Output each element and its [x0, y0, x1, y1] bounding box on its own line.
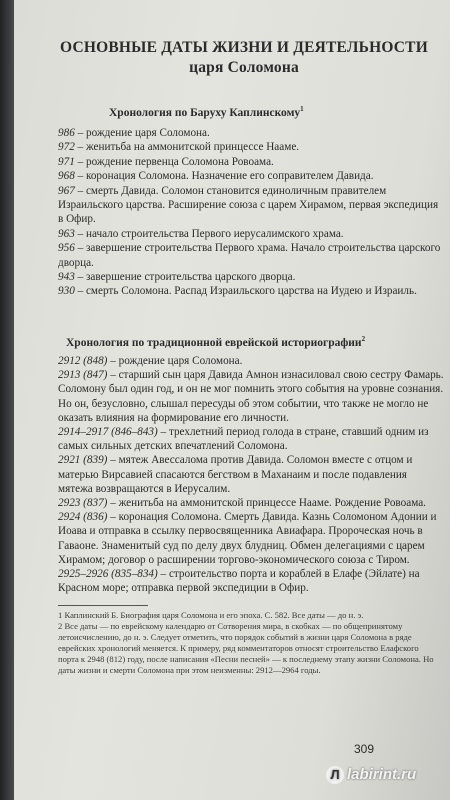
- list-item: 2924 (836) – коронация Соломона. Смерть Давида. Казнь Соломоном Адонии и Иоава и отправка в ссылку первосвященника Авиафара. Пророческая ночь в Гаваоне. Знаменитый суд по делу двух блудниц. Обмен делегациями с царем Хирамом; договор о расширении торгово-экономического союза с Тиром.: [58, 511, 437, 566]
- footnote-1: 1 Каплинский Б. Биография царя Соломона и его эпоха. С. 582. Все даты — до н. э.: [58, 610, 364, 620]
- list-item: 943 – завершение строительства царского дворца.: [58, 271, 296, 284]
- title-line-1: ОСНОВНЫЕ ДАТЫ ЖИЗНИ И ДЕЯТЕЛЬНОСТИ: [60, 39, 428, 56]
- list-item: 972 – женитьба на аммонитской принцессе Нааме.: [58, 141, 300, 154]
- labirint-logo-icon: Л: [326, 766, 344, 784]
- list-item: 2925–2926 (835–834) – строительство порта и кораблей в Елафе (Эйлате) на Красном море; отправка первой экспедиции в Офир.: [58, 568, 420, 595]
- list-item: 2912 (848) – рождение царя Соломона.: [58, 355, 243, 367]
- list-item: 986 – рождение царя Соломона.: [58, 127, 210, 139]
- section-heading-kaplinsky: Хронология по Баруху Каплинскому$^1$: [109, 105, 304, 119]
- footnote-divider: [58, 605, 148, 606]
- list-item: 971 – рождение первенца Соломона Ровоама.: [58, 155, 274, 168]
- list-item: 956 – завершение строительства Первого храма. Начало строительства царского дворца.: [58, 242, 441, 269]
- footnote-2: 2 Все даты — по еврейскому календарю от Сотворения мира, в скобках — по общепринятому летоисчислению, до н. э. Следует отметить, что порядок событий в жизни царя Соломона в ряде еврейских хронологий меняется. К примеру, ряд комментаторов относят строительство Елафского порта к 2948 (812) году, после написания «Песни песней» — к последнему этапу жизни Соломона. Но даты жизни и смерти Соломона при этом неизменны: 2912—2964 годы.: [58, 620, 434, 675]
- book-spine-edge: [0, 0, 14, 800]
- list-item: 930 – смерть Соломона. Распад Израильского царства на Иудею и Израиль.: [58, 285, 417, 298]
- list-item: 967 – смерть Давида. Соломон становится единоличным правителем Израильского царства. Расширение союза с царем Хирамом, первая экспедиция в Офир.: [58, 184, 439, 226]
- footnote-ref-2: 2: [361, 335, 366, 343]
- section-heading-traditional: Хронология по традиционной еврейской историографии$^2$: [66, 335, 366, 349]
- watermark-text: labirint.ru: [347, 766, 417, 783]
- list-item: 963 – начало строительства Первого иерусалимского храма.: [58, 227, 344, 240]
- list-item: 968 – коронация Соломона. Назначение его соправителем Давида.: [58, 170, 374, 183]
- page-title: [54, 38, 434, 78]
- chronology-list-traditional: [58, 354, 444, 595]
- footnote-ref-1: 1: [300, 105, 304, 113]
- page-number: 309: [354, 742, 375, 756]
- book-page: [14, 0, 450, 800]
- footnotes: [58, 610, 438, 675]
- chronology-list-kaplinsky: [58, 126, 444, 299]
- title-line-2: царя Соломона: [189, 59, 299, 76]
- list-item: 2913 (847) – старший сын царя Давида Амнон изнасиловал свою сестру Фамарь. Соломону был один год, и он не мог помнить этого события на уровне сознания. Но он, безусловно, слышал пересуды об этом событии, что также не могло не оказать влияния на формирование его личности.: [58, 369, 444, 424]
- list-item: 2921 (839) – мятеж Авессалома против Давида. Соломон вместе с отцом и матерью Вирсавией спасаются бегством в Маханаим и после подавления мятежа возвращаются в Иерусалим.: [58, 454, 413, 495]
- list-item: 2923 (837) – женитьба на аммонитской принцессе Нааме. Рождение Ровоама.: [58, 497, 426, 510]
- watermark: [326, 766, 416, 784]
- list-item: 2914–2917 (846–843) – трехлетний период голода в стране, ставший одним из самых сильных детских впечатлений Соломона.: [58, 426, 429, 453]
